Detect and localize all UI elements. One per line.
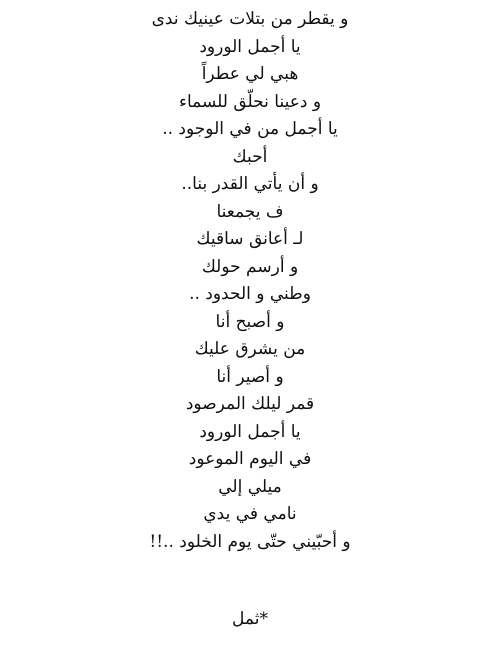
poem-line: ف يجمعنا bbox=[216, 201, 284, 222]
poem-line: و أصبح أنا bbox=[215, 311, 285, 332]
poem-line: يا أجمل الورود bbox=[199, 36, 301, 57]
poem-line: نامي في يدي bbox=[203, 504, 297, 524]
poem-line: و أحبّيني حتّى يوم الخلود ..!! bbox=[149, 531, 351, 552]
poem-line: و أصير أنا bbox=[216, 366, 284, 387]
poem-line: و يقطر من بتلات عينيك ندى bbox=[151, 9, 349, 29]
poem-line: و أرسم حولك bbox=[201, 256, 299, 277]
poem-line: هبي لي عطراً bbox=[201, 64, 299, 84]
poem-line: و دعينا نحلّق للسماء bbox=[178, 91, 322, 112]
poem-line: أحبك bbox=[232, 146, 268, 167]
poem-line: من يشرق عليك bbox=[194, 339, 306, 359]
poem-line: و أن يأتي القدر بنا.. bbox=[181, 174, 319, 194]
poem-line: وطني و الحدود .. bbox=[189, 284, 311, 304]
poem-signature: *ثمل bbox=[232, 609, 268, 629]
poem-line: لـ أعانق ساقيك bbox=[196, 229, 304, 249]
poem-line: يا أجمل من في الوجود .. bbox=[162, 119, 338, 139]
poem-line: قمر ليلك المرصود bbox=[185, 394, 315, 414]
poem-line: يا أجمل الورود bbox=[199, 421, 301, 442]
poem-line: ميلي إلي bbox=[218, 476, 282, 497]
poem-stanza bbox=[0, 6, 500, 556]
poem-line: في اليوم الموعود bbox=[188, 449, 312, 469]
